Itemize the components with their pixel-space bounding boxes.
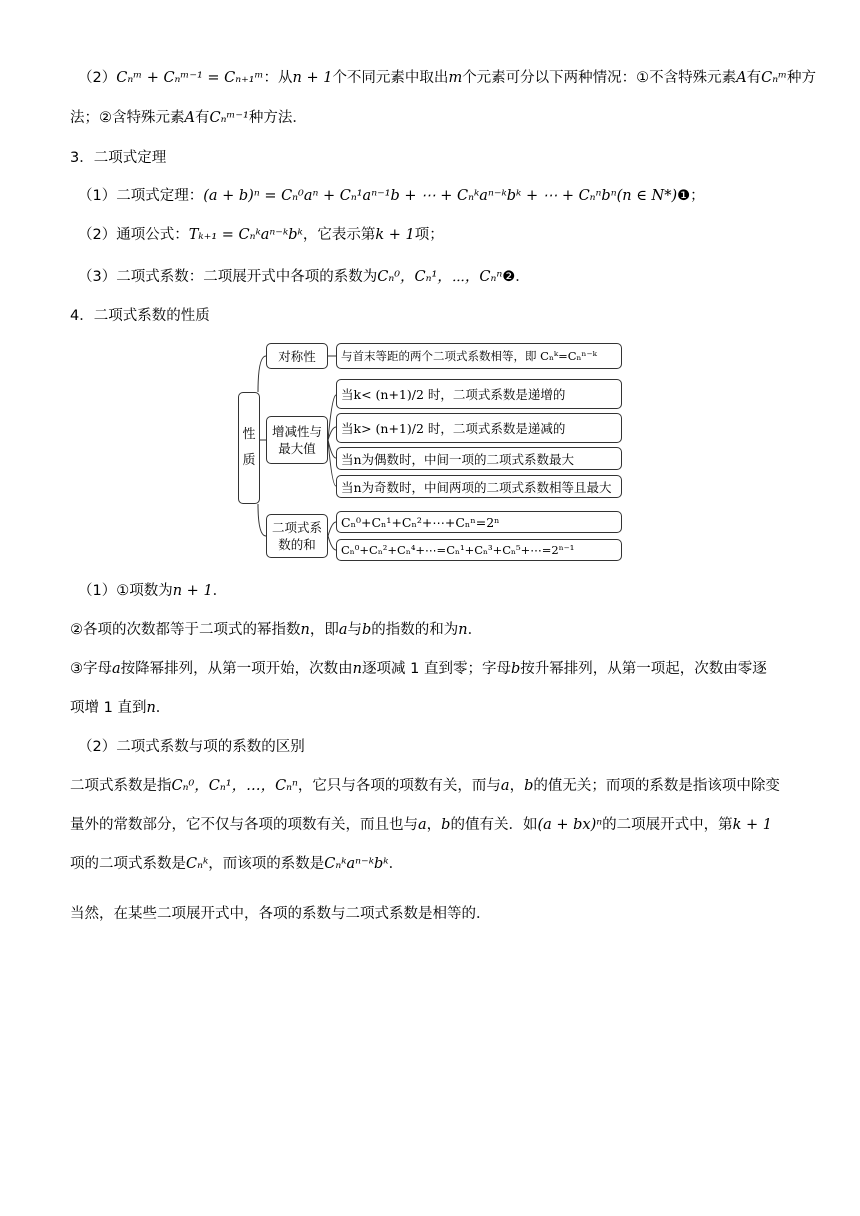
para-conclusion: 当然，在某些二项展开式中，各项的系数与二项式系数是相等的． [70,906,491,922]
formula-coefficients: Cₙ⁰，Cₙ¹，⋯，Cₙⁿ [377,269,503,285]
text: 法；②含特殊元素 [70,110,185,126]
detail-text: 当k< (n+1)/2 时，二项式系数是递增的 [341,387,566,402]
root-node-properties [238,392,260,504]
text: 种方 [787,70,817,86]
text: ． [388,856,404,872]
detail-even-max [336,447,622,470]
text: 按升幂排列，从第一项起，次数由零逐 [520,661,767,677]
math-inline: Cₙ⁰，Cₙ¹，…，Cₙⁿ [171,778,298,794]
math-inline: n + 1 [172,583,213,599]
detail-text: Cₙ⁰+Cₙ²+Cₙ⁴+⋯=Cₙ¹+Cₙ³+Cₙ⁵+⋯=2ⁿ⁻¹ [341,543,575,557]
detail-decreasing [336,413,622,443]
text: 逐项减 1 直到零；字母 [362,661,511,677]
properties-diagram [236,336,624,564]
node-label: 增减性与最大值 [271,424,322,456]
text: ③字母 [70,661,112,677]
detail-text: 当n为奇数时，中间两项的二项式系数相等且最大 [341,479,612,495]
math-inline: b [510,661,521,677]
detail-odd-max [336,475,622,498]
text: ，即 [309,622,339,638]
text: ，它表示第 [302,227,376,243]
text: 项的二项式系数是 [70,856,186,872]
math-inline: A [184,110,195,126]
node-label: 二项式系数的和 [271,520,322,552]
text: ， [509,778,525,794]
detail-text: 当n为偶数时，中间一项的二项式系数最大 [341,451,575,467]
math-inline: b [524,778,534,794]
detail-increasing [336,379,622,409]
node-symmetry [266,343,328,369]
math-inline: a [418,817,427,833]
text: ，而该项的系数是 [208,856,325,872]
math-inline: Cₙᵏaⁿ⁻ᵏbᵏ [324,856,389,872]
para-difference-1 [70,774,780,795]
text: 与 [347,622,362,638]
detail-sum-all [336,511,622,533]
para-degree [70,618,482,639]
line-binomial-coefficients [78,265,530,286]
para-difference-2 [70,813,772,834]
connector [328,395,336,440]
connector [328,536,336,550]
para-difference-heading: （2）二项式系数与项的系数的区别 [78,739,305,755]
text: ． [155,700,171,716]
math-inline: n [146,700,156,716]
math-inline: a [500,778,510,794]
text: ； [690,188,705,204]
text: 个不同元素中取出 [332,70,449,86]
text: ． [467,622,483,638]
math-inline: n [458,622,468,638]
node-label: 性质 [242,427,256,468]
text: ， [426,817,442,833]
para-ordering-cont [70,696,170,717]
connector [328,440,336,486]
math-inline: (a + bx)ⁿ [537,817,603,833]
section-heading-binomial-theorem: 3．二项式定理 [70,150,167,166]
math-inline: m [448,70,463,86]
detail-text: Cₙ⁰+Cₙ¹+Cₙ²+⋯+Cₙⁿ=2ⁿ [341,514,500,530]
text: （3）二项式系数：二项展开式中各项的系数为 [78,269,378,285]
section-heading-properties: 4．二项式系数的性质 [70,308,210,324]
math-inline: a [112,661,121,677]
math-inline: n [300,622,310,638]
detail-text: 与首末等距的两个二项式系数相等，即 Cₙᵏ=Cₙⁿ⁻ᵏ [341,349,597,363]
math-inline: n [352,661,362,677]
text: 的指数的和为 [371,622,459,638]
line-combination-identity-cont [70,106,307,127]
math-inline: n + 1 [292,70,333,86]
formula-binomial-expansion: (a + b)ⁿ = Cₙ⁰aⁿ + Cₙ¹aⁿ⁻¹b + ⋯ + Cₙᵏaⁿ⁻ᵏbᵏ + ⋯ + Cₙⁿbⁿ(n ∈ N*) [203,188,678,204]
line-general-term [78,223,444,244]
line-combination-identity [78,66,816,87]
text: 的二项展开式中，第 [602,817,733,833]
text: 量外的常数部分，它不仅与各项的项数有关，而且也与 [70,817,418,833]
math-inline: a [338,622,348,638]
connector [258,356,266,392]
node-label: 对称性 [278,349,316,364]
text: 有 [746,70,762,86]
text: ． [212,583,228,599]
para-ordering [70,657,767,678]
text: （1）①项数为 [78,583,173,599]
connector [258,356,266,392]
math-inline: k + 1 [732,817,773,833]
math-inline: k + 1 [375,227,415,243]
text: 个元素可分以下两种情况：①不含特殊元素 [462,70,737,86]
text: （1）二项式定理： [78,188,204,204]
math-inline: b [362,622,372,638]
connector [328,522,336,536]
item-number: （2） [78,70,117,86]
node-monotonicity-max [266,416,328,464]
connector [258,504,266,536]
text: ②各项的次数都等于二项式的幂指数 [70,622,301,638]
formula-general-term: Tₖ₊₁ = Cₙᵏaⁿ⁻ᵏbᵏ [188,227,303,243]
note-marker-2: ❷ [502,269,516,285]
math-inline: b [441,817,451,833]
text: ：从 [263,70,293,86]
detail-sum-odd-even [336,539,622,561]
math-inline: Cₙᵐ⁻¹ [209,110,249,126]
detail-text: 当k> (n+1)/2 时，二项式系数是递减的 [341,421,566,436]
text: 的值有关．如 [450,817,538,833]
text: （2）通项公式： [78,227,189,243]
math-inline: A [736,70,747,86]
text: ． [515,269,530,285]
text: 项； [414,227,444,243]
formula-pascal-identity: Cₙᵐ + Cₙᵐ⁻¹ = Cₙ₊₁ᵐ [116,70,264,86]
math-inline: Cₙᵏ [186,856,209,872]
line-binomial-theorem [78,184,705,205]
note-marker-1: ❶ [677,188,691,204]
text: 二项式系数是指 [70,778,172,794]
text: 项增 1 直到 [70,700,147,716]
para-difference-3 [70,852,403,873]
para-number-of-terms [78,579,227,600]
text: 有 [194,110,210,126]
text: ，它只与各项的项数有关，而与 [297,778,501,794]
text: 按降幂排列，从第一项开始，次数由 [120,661,353,677]
detail-symmetry [336,343,622,369]
node-coefficient-sum [266,514,328,558]
text: 的值无关；而项的系数是指该项中除变 [533,778,780,794]
math-inline: Cₙᵐ [761,70,788,86]
text: 种方法． [248,110,307,126]
